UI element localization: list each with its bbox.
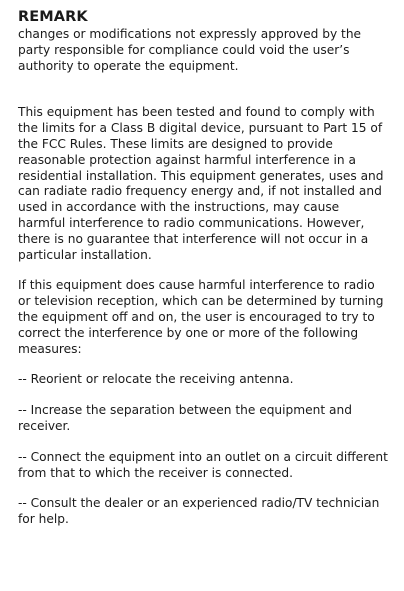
- measure-different-outlet: -- Connect the equipment into an outlet on a circuit different from that to which the receiver is connected.: [18, 449, 388, 480]
- interference-remedy-paragraph: If this equipment does cause harmful interference to radio or television reception, which can be determined by turning the equipment off and on, the user is encouraged to try to correct the interference by one or more of the following measures:: [18, 278, 384, 356]
- measure-consult-dealer: -- Consult the dealer or an experienced radio/TV technician for help.: [18, 496, 380, 527]
- remark-heading: REMARK: [18, 9, 88, 25]
- measure-increase-separation: -- Increase the separation between the equipment and receiver.: [18, 403, 352, 433]
- fcc-compliance-paragraph: This equipment has been tested and found to comply with the limits for a Class B digital device, pursuant to Part 15 of the FCC Rules. These limits are designed to provide reasonable protection against harmful interference in a residential installation. This equipment generates, uses and can radiate radio frequency energy and, if not installed and used in accordance with the instructions, may cause harmful interference to radio communications. However, there is no guarantee that interference will not occur in a particular installation.: [18, 105, 384, 262]
- measure-reorient-antenna: -- Reorient or relocate the receiving antenna.: [18, 372, 294, 387]
- modification-warning-paragraph: changes or modifications not expressly approved by the party responsible for compliance could void the user’s authority to operate the equipment.: [18, 27, 362, 73]
- document-page: [18, 9, 388, 528]
